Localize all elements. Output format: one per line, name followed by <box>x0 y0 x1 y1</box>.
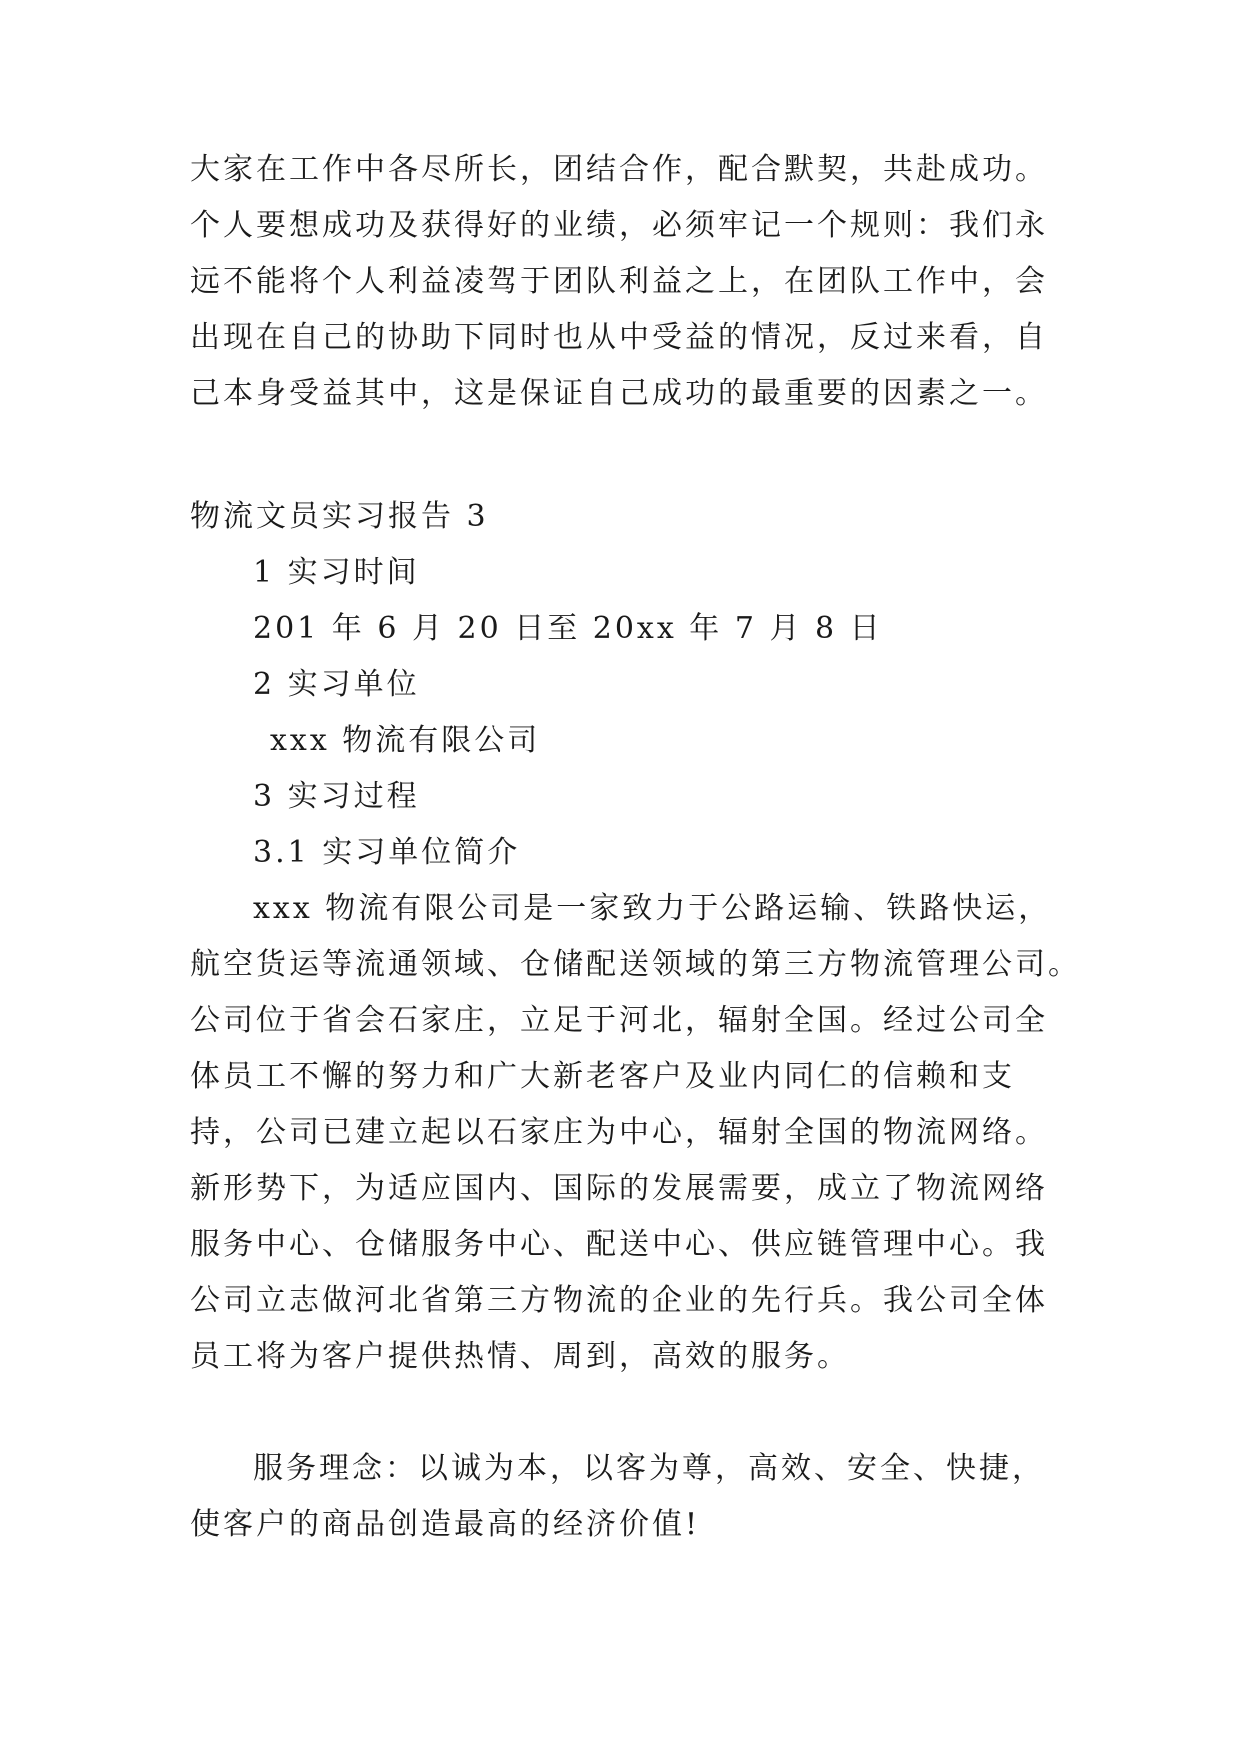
paragraph-line: 己本身受益其中，这是保证自己成功的最重要的因素之一。 <box>190 376 1048 411</box>
paragraph-line: 新形势下，为适应国内、国际的发展需要，成立了物流网络 <box>190 1171 1048 1206</box>
section-heading: 2 实习单位 <box>253 667 420 702</box>
paragraph-line: 持，公司已建立起以石家庄为中心，辐射全国的物流网络。 <box>190 1115 1048 1150</box>
paragraph-line: 服务理念：以诚为本，以客为尊，高效、安全、快捷， <box>253 1451 1045 1486</box>
paragraph-line: 员工将为客户提供热情、周到，高效的服务。 <box>190 1339 850 1374</box>
paragraph-line: 个人要想成功及获得好的业绩，必须牢记一个规则：我们永 <box>190 208 1048 243</box>
report-title: 物流文员实习报告 3 <box>190 499 489 534</box>
paragraph-line: 公司位于省会石家庄，立足于河北，辐射全国。经过公司全 <box>190 1003 1048 1038</box>
paragraph-line: 远不能将个人利益凌驾于团队利益之上，在团队工作中，会 <box>190 264 1048 299</box>
paragraph-line: 大家在工作中各尽所长，团结合作，配合默契，共赴成功。 <box>190 152 1048 187</box>
paragraph-line: 服务中心、仓储服务中心、配送中心、供应链管理中心。我 <box>190 1227 1048 1262</box>
section-text: 201 年 6 月 20 日至 20xx 年 7 月 8 日 <box>253 611 883 646</box>
paragraph-line: 使客户的商品创造最高的经济价值! <box>190 1507 701 1542</box>
paragraph-line: 航空货运等流通领域、仓储配送领域的第三方物流管理公司。 <box>190 947 1081 982</box>
paragraph-line: xxx 物流有限公司是一家致力于公路运输、铁路快运， <box>253 891 1052 926</box>
subsection-heading: 3.1 实习单位简介 <box>253 835 521 870</box>
section-text: xxx 物流有限公司 <box>270 723 541 758</box>
paragraph-line: 出现在自己的协助下同时也从中受益的情况，反过来看，自 <box>190 320 1048 355</box>
section-heading: 3 实习过程 <box>253 779 420 814</box>
section-heading: 1 实习时间 <box>253 555 420 590</box>
paragraph-line: 公司立志做河北省第三方物流的企业的先行兵。我公司全体 <box>190 1283 1048 1318</box>
paragraph-line: 体员工不懈的努力和广大新老客户及业内同仁的信赖和支 <box>190 1059 1015 1094</box>
